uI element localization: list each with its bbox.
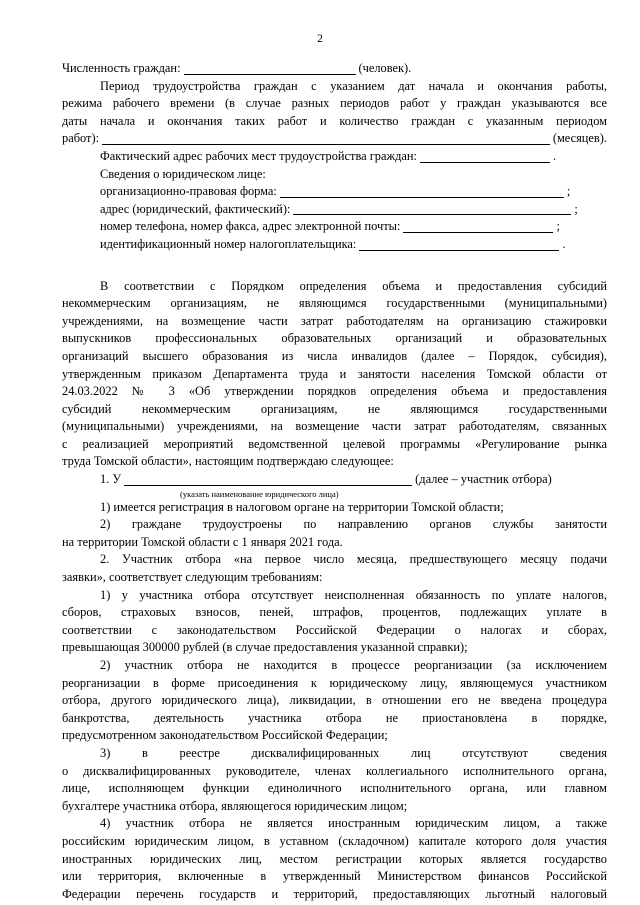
period-text-line: даты начала и окончания таких работ и количество граждан с указанным периодом bbox=[62, 113, 607, 128]
period-unit: (месяцев). bbox=[552, 131, 607, 146]
item2-2-line: предусмотренном законодательством Российской Федерации; bbox=[62, 728, 388, 743]
contacts-label: номер телефона, номер факса, адрес электронной почты: bbox=[100, 219, 401, 234]
item1-prefix: 1. У bbox=[100, 472, 122, 487]
period-text-line: Период трудоустройства граждан с указанием дат начала и окончания работы, bbox=[100, 78, 607, 93]
item2-3-line: бухгалтере участника отбора, являющегося юридическим лицом; bbox=[62, 798, 408, 813]
inn-row bbox=[62, 236, 607, 254]
item2-2-line: 2) участник отбора не находится в процессе реорганизации (за исключением bbox=[100, 658, 607, 672]
item2-line: 2. Участник отбора «на первое число месяца, предшествующего месяцу подачи bbox=[100, 552, 607, 567]
item1-hint: (указать наименование юридического лица) bbox=[180, 488, 339, 499]
period-mark: . bbox=[562, 236, 566, 251]
item2-4-line: Федерации перечень государств и территорий, предоставляющих льготный налоговый bbox=[62, 886, 607, 901]
item2-4-line: иностранных юридических лиц, местом регистрации которых является государство bbox=[62, 851, 607, 866]
address-label: адрес (юридический, фактический): bbox=[100, 201, 291, 216]
org-form-blank bbox=[280, 185, 564, 198]
item2-1-line: соответствии с законодательством Российской Федерации о налогах и сборах, bbox=[62, 622, 607, 637]
actual-address-blank bbox=[420, 150, 550, 163]
item2-1-line: 1) у участника отбора отсутствует неисполненная обязанность по уплате налогов, bbox=[100, 587, 607, 602]
item2-3-line: 3) в реестре дисквалифицированных лиц отсутствуют сведения bbox=[100, 745, 607, 760]
item2-1-line: превышающая 300000 рублей (в случае предоставления указанной справки); bbox=[62, 640, 468, 655]
text-line: некоммерческим организациям, не являющимся государственными (муниципальными) bbox=[62, 296, 607, 311]
item1-2-line: на территории Томской области с 1 января 2021 года. bbox=[62, 534, 343, 549]
text-line: учреждениями, на возмещение части затрат работодателям на организацию стажировки bbox=[62, 313, 607, 328]
citizens-count-unit: (человек). bbox=[358, 61, 412, 75]
item2-2-line: реорганизации в форме присоединения к юридическому лицу, являющемуся участником bbox=[62, 675, 607, 690]
org-form-label: организационно-правовая форма: bbox=[100, 184, 277, 199]
item2-2-line: отбора, другого юридического лица), ликвидации, в отношении его не введена процедура bbox=[62, 693, 607, 708]
text-line: труда Томской области», настоящим подтверждаю следующее: bbox=[62, 454, 394, 469]
semicolon-mark: ; bbox=[566, 184, 571, 199]
text-line: утвержденным приказом Департамента труда и занятости населения Томской области от bbox=[62, 366, 607, 381]
item1-suffix: (далее – участник отбора) bbox=[415, 472, 552, 487]
item2-4-line: 4) участник отбора не является иностранным юридическим лицом, а также bbox=[100, 816, 607, 831]
contacts-row bbox=[62, 218, 607, 236]
period-label-end: работ): bbox=[62, 131, 100, 146]
citizens-count-blank bbox=[184, 62, 356, 75]
org-form-row bbox=[62, 183, 607, 201]
item2-1-line: сборов, страховых взносов, пеней, штрафов, процентов, подлежащих уплате в bbox=[62, 605, 607, 620]
contacts-blank bbox=[403, 220, 553, 233]
intro-paragraph bbox=[62, 278, 607, 472]
item2-3-line: о дисквалифицированных руководителе, членах коллегиального исполнительного органа, bbox=[62, 763, 607, 778]
citizens-count-label: Численность граждан: bbox=[62, 61, 181, 75]
period-mark: . bbox=[552, 148, 557, 163]
page-number: 2 bbox=[317, 33, 323, 45]
period-row bbox=[62, 130, 607, 148]
text-line: субсидий некоммерческим организациям, не являющимся государственными bbox=[62, 401, 607, 416]
item2-2-line: банкротства, деятельность участника отбора не приостановлена в порядке, bbox=[62, 710, 607, 725]
text-line: организаций высшего образования из числа инвалидов (далее – Порядок, субсидия), bbox=[62, 348, 607, 363]
item2-line: заявки», соответствует следующим требованиям: bbox=[62, 570, 323, 585]
semicolon-mark: ; bbox=[556, 219, 560, 234]
item1-2-line: 2) граждане трудоустроены по направлению органов службы занятости bbox=[100, 517, 607, 532]
text-line: (муниципальными) учреждениями, на возмещение части затрат работодателям, связанных bbox=[62, 419, 607, 434]
semicolon-mark: ; bbox=[574, 201, 578, 216]
citizens-count-row bbox=[62, 60, 607, 78]
text-line: В соответствии с Порядком определения объема и предоставления субсидий bbox=[100, 278, 607, 293]
item1-row bbox=[62, 471, 607, 489]
text-line: с реализацией мероприятий ведомственной целевой программы «Регулирование рынка bbox=[62, 436, 607, 451]
legal-entity-name-blank bbox=[124, 473, 412, 486]
inn-label: идентификационный номер налогоплательщика: bbox=[100, 236, 357, 251]
address-blank bbox=[293, 202, 571, 215]
actual-address-label: Фактический адрес рабочих мест трудоустройства граждан: bbox=[100, 148, 417, 163]
period-blank bbox=[102, 132, 550, 145]
item1-1: 1) имеется регистрация в налоговом органе на территории Томской области; bbox=[100, 499, 504, 514]
item2-3-line: лице, исполняющем функции единоличного исполнительного органа, или главном bbox=[62, 781, 607, 796]
item2-4-line: российским юридическим лицом, в уставном (складочном) капитале которого доля участия bbox=[62, 833, 607, 848]
address-row bbox=[62, 201, 607, 219]
text-line: выпускников профессиональных образовательных организаций и образовательных bbox=[62, 331, 607, 346]
document-body bbox=[62, 60, 607, 903]
period-text-line: режима рабочего времени (в случае разных периодов работ у граждан указываются все bbox=[62, 96, 607, 111]
text-line: 24.03.2022 № 3 «Об утверждении порядков определения объема и предоставления bbox=[62, 384, 607, 399]
legal-entity-heading: Сведения о юридическом лице: bbox=[100, 166, 266, 181]
inn-blank bbox=[359, 238, 559, 251]
actual-address-row bbox=[62, 148, 607, 166]
item2-4-line: или территория, включенные в утвержденный Министерством финансов Российской bbox=[62, 869, 607, 884]
